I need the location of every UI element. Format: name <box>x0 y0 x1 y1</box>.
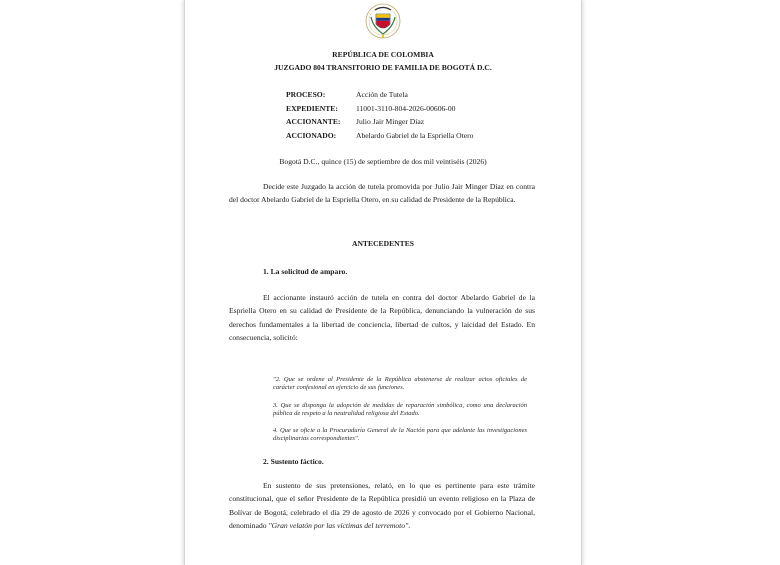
subsection-sustento-factico: 2. Sustento fáctico. <box>263 457 324 466</box>
section-title-antecedentes: ANTECEDENTES <box>351 239 415 248</box>
case-label-accionante: ACCIONANTE: <box>286 117 341 126</box>
document-page <box>184 0 582 565</box>
quote-item-4: 4. Que se oficie a la Procuraduría General de la Nación para que adelante las investigaciones disciplinarias correspondientes". <box>273 427 527 443</box>
case-label-expediente: EXPEDIENTE: <box>286 104 338 113</box>
republic-heading: REPÚBLICA DE COLOMBIA <box>332 50 434 59</box>
paragraph-sustento-end: . <box>408 521 411 531</box>
case-value-accionante: Julio Jair Minger Díaz <box>356 117 425 126</box>
case-value-accionado: Abelardo Gabriel de la Espriella Otero <box>356 131 474 140</box>
quote-item-3: 3. Que se disponga la adopción de medidas de reparación simbólica, como una declaración pública de respeto a la neutralidad religiosa del Estado. <box>273 402 527 418</box>
paragraph-sustento-text: En sustento de sus pretensiones, relató, en lo que es pertinente para este trámite constitucional, que el señor Presidente de la República presidió un evento religioso en la Plaza de Bolívar de Bogotá, celebrado el día 29 de agosto de 2026 y convocado por el Gobierno Nacional, denominado <box>229 481 535 531</box>
case-label-accionado: ACCIONADO: <box>286 131 337 140</box>
paragraph-sustento <box>229 479 535 533</box>
case-label-proceso: PROCESO: <box>286 90 326 99</box>
intro-paragraph: Decide este Juzgado la acción de tutela promovida por Julio Jair Minger Díaz en contra del doctor Abelardo Gabriel de la Espriella Otero, en su calidad de Presidente de la República. <box>229 182 535 205</box>
date-line: Bogotá D.C., quince (15) de septiembre de dos mil veintiséis (2026) <box>279 157 487 166</box>
court-heading: JUZGADO 804 TRANSITORIO DE FAMILIA DE BOGOTÁ D.C. <box>274 63 492 72</box>
subsection-solicitud-amparo: 1. La solicitud de amparo. <box>263 267 348 276</box>
coat-of-arms-seal-icon <box>363 2 403 40</box>
paragraph-sustento-event-name: "Gran velatón por las víctimas del terremoto" <box>268 521 409 531</box>
paragraph-solicitud: El accionante instauró acción de tutela en contra del doctor Abelardo Gabriel de la Espriella Otero en su calidad de Presidente de la República, denunciando la vulneración de sus derechos fundamentales a la libertad de conciencia, libertad de cultos, y laicidad del Estado. En consecuencia, solicitó: <box>229 293 535 343</box>
case-value-proceso: Acción de Tutela <box>356 90 408 99</box>
quote-item-2: "2. Que se ordene al Presidente de la República abstenerse de realizar actos oficiales de carácter confesional en ejercicio de sus funciones. <box>273 376 527 392</box>
case-value-expediente: 11001-3110-804-2026-00606-00 <box>356 104 456 113</box>
